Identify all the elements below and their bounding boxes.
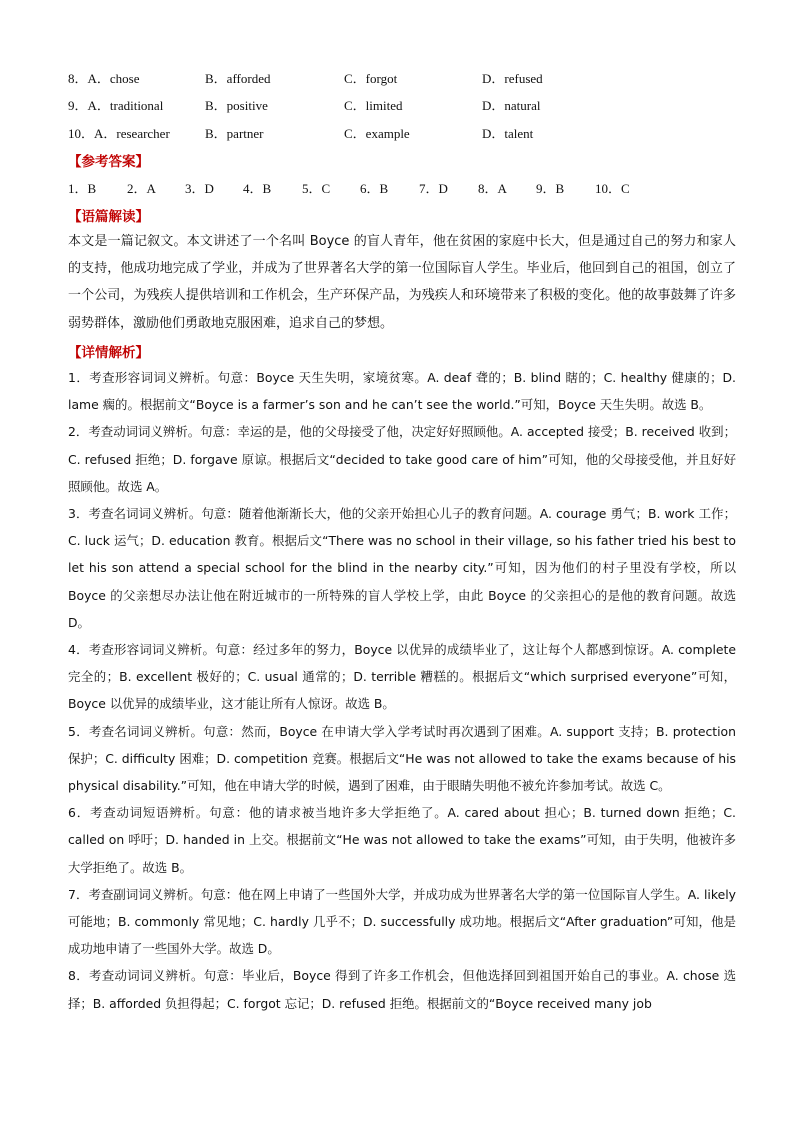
answer-item: 4．B xyxy=(243,181,272,196)
explanation-item: 1．考查形容词词义辨析。句意：Boyce 天生失明，家境贫寒。A. deaf 聋的；B. blind 瞎的；C. healthy 健康的；D. lame 瘸的。根据前文“Boyce is a farmer’s son and he can’t see the world.”可知，Boyce 天生失明。故选 B。 xyxy=(68,370,736,413)
answer-item: 5．C xyxy=(302,181,331,196)
explanation-item: 5．考查名词词义辨析。句意：然而，Boyce 在申请大学入学考试时再次遇到了困难。A. support 支持；B. protection 保护；C. difficulty 困难；D. competition 竞赛。根据后文“He was not allowed to take the exams because of his physical disability.”可知，他在申请大学的时候，遇到了困难，由于眼睛失明他不被允许参加考试。故选 C。 xyxy=(68,723,736,794)
explanation-item: 6．考查动词短语辨析。句意：他的请求被当地许多大学拒绝了。A. cared about 担心；B. turned down 拒绝；C. called on 呼吁；D. handed in 上交。根据前文“He was not allowed to take the exams”可知，由于失明，他被许多大学拒绝了。故选 B。 xyxy=(68,805,736,875)
option-text: C．limited xyxy=(344,98,403,113)
option-text: D．talent xyxy=(482,126,534,141)
option-text: B．afforded xyxy=(205,71,271,86)
option-text: D．natural xyxy=(482,98,541,113)
option-text: B．partner xyxy=(205,126,264,141)
option-text: C．forgot xyxy=(344,71,398,86)
answer-item: 8．A xyxy=(478,181,507,196)
explanation-item: 8．考查动词词义辨析。句意：毕业后，Boyce 得到了许多工作机会，但他选择回到祖国开始自己的事业。A. chose 选择；B. afforded 负担得起；C. forgot 忘记；D. refused 拒绝。根据前文的“Boyce received many job xyxy=(68,968,736,1011)
option-text: 9．A．traditional xyxy=(68,98,164,113)
answer-item: 10．C xyxy=(595,181,630,196)
answer-item: 1．B xyxy=(68,181,97,196)
passage-summary: 本文是一篇记叙文。本文讲述了一个名叫 Boyce 的盲人青年，他在贫困的家庭中长大，但是通过自己的努力和家人的支持，他成功地完成了学业，并成为了世界著名大学的第一位国际盲人学生。毕业后，他回到自己的祖国，创立了一个公司，为残疾人提供培训和工作机会，生产环保产品，为残疾人和环境带来了积极的变化。他的故事鼓舞了许多弱势群体，激励他们勇敢地克服困难，追求自己的梦想。 xyxy=(68,234,736,331)
answer-item: 7．D xyxy=(419,181,448,196)
option-text: 10．A．researcher xyxy=(68,126,170,141)
answer-item: 9．B xyxy=(536,181,565,196)
explanation-item: 3．考查名词词义辨析。句意：随着他渐渐长大，他的父亲开始担心儿子的教育问题。A. courage 勇气；B. work 工作；C. luck 运气；D. education 教育。根据后文“There was no school in their village, so his father tried his best to let his son attend a special school for the blind in the nearby city.”可知，因为他们的村子里没有学校，所以 Boyce 的父亲想尽办法让他在附近城市的一所特殊的盲人学校上学，由此 Boyce 的父亲担心的是他的教育问题。故选 D。 xyxy=(68,506,736,630)
answer-item: 2．A xyxy=(127,181,156,196)
answer-heading: 【参考答案】 xyxy=(68,154,149,170)
option-text: 8．A．chose xyxy=(68,71,140,86)
explanation-item: 4．考查形容词词义辨析。句意：经过多年的努力，Boyce 以优异的成绩毕业了，这让每个人都感到惊讶。A. complete 完全的；B. excellent 极好的；C. usual 通常的；D. terrible 糟糕的。根据后文“which surprised everyone”可知，Boyce 以优异的成绩毕业，这才能让所有人惊讶。故选 B。 xyxy=(68,642,736,712)
option-text: C．example xyxy=(344,126,410,141)
answer-item: 6．B xyxy=(360,181,389,196)
explanation-item: 2．考查动词词义辨析。句意：幸运的是，他的父母接受了他，决定好好照顾他。A. accepted 接受；B. received 收到；C. refused 拒绝；D. forgave 原谅。根据后文“decided to take good care of him”可知，他的父母接受他，并且好好照顾他。故选 A。 xyxy=(68,424,736,494)
answer-item: 3．D xyxy=(185,181,214,196)
explanation-list xyxy=(68,364,736,1017)
detail-heading: 【详情解析】 xyxy=(68,345,149,361)
explanation-item: 7．考查副词词义辨析。句意：他在网上申请了一些国外大学，并成功成为世界著名大学的第一位国际盲人学生。A. likely 可能地；B. commonly 常见地；C. hardly 几乎不；D. successfully 成功地。根据后文“After graduation”可知，他是成功地申请了一些国外大学。故选 D。 xyxy=(68,886,736,957)
option-text: D．refused xyxy=(482,71,543,86)
option-text: B．positive xyxy=(205,98,268,113)
passage-heading: 【语篇解读】 xyxy=(68,209,149,225)
